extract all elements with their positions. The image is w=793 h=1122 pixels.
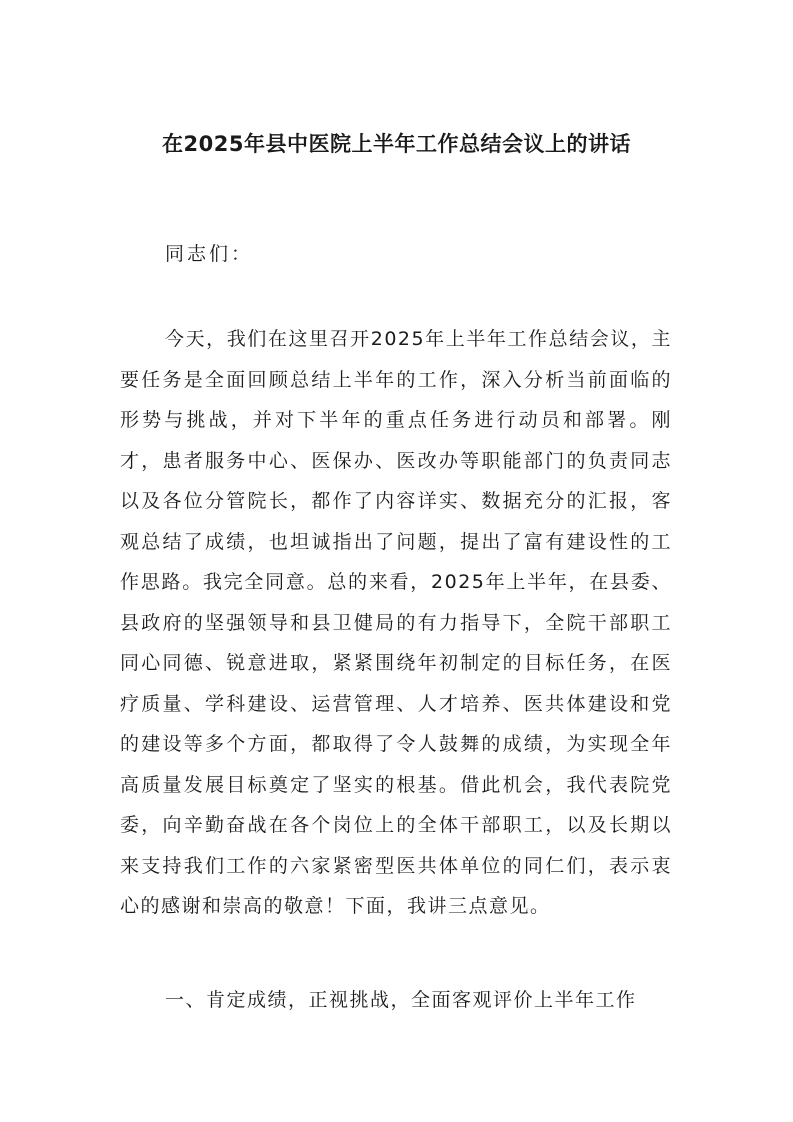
document-title: 在2025年县中医院上半年工作总结会议上的讲话 [162, 132, 631, 156]
salutation: 同志们： [165, 243, 254, 265]
section-heading: 一、肯定成绩，正视挑战，全面客观评价上半年工作 [165, 989, 637, 1011]
body-paragraph: 今天，我们在这里召开2025年上半年工作总结会议，主要任务是全面回顾总结上半年的工作，深入分析当前面临的形势与挑战，并对下半年的重点任务进行动员和部署。刚才，患者服务中心、医保办、医改办等职能部门的负责同志以及各位分管院长，都作了内容详实、数据充分的汇报，客观总结了成绩，也坦诚指出了问题，提出了富有建设性的工作思路。我完全同意。总的来看，2025年上半年，在县委、县政府的坚强领导和县卫健局的有力指导下，全院干部职工同心同德、锐意进取，紧紧围绕年初制定的目标任务，在医疗质量、学科建设、运营管理、人才培养、医共体建设和党的建设等多个方面，都取得了令人鼓舞的成绩，为实现全年高质量发展目标奠定了坚实的根基。借此机会，我代表院党委，向辛勤奋战在各个岗位上的全体干部职工，以及长期以来支持我们工作的六家紧密型医共体单位的同仁们，表示衷心的感谢和崇高的敬意！下面，我讲三点意见。 [120, 328, 672, 917]
